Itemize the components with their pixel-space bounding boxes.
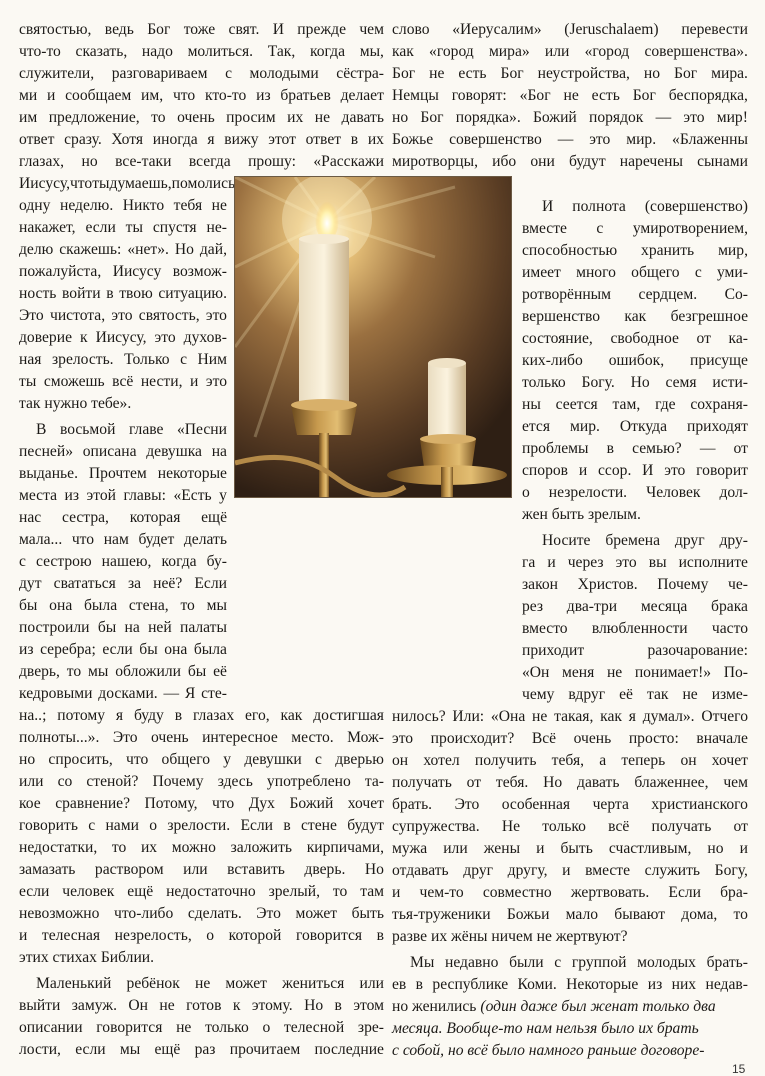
candles-photo: [234, 176, 512, 498]
text-line: святостью, ведь Бог тоже свят. И прежде чем: [19, 21, 384, 38]
text-line: недостатки, то их можно заложить кирпичами,: [19, 839, 384, 856]
text-line: ная зрелость. Только с Ним: [19, 351, 227, 368]
text-line: лости, если мы ещё раз прочитаем последние: [19, 1041, 384, 1058]
text-line: отдавать друг другу, и вместе служить Богу,: [392, 862, 748, 879]
text-line: но спросить, что общего у девушки с дверью: [19, 751, 384, 768]
text-line: Носите бремена друг дру-: [542, 532, 748, 549]
text-line: им предложение, то очень просим их не давать: [19, 109, 384, 126]
text-span: но женились: [392, 998, 477, 1015]
text-line: только Богу. Но семя исти-: [522, 374, 748, 391]
text-line: и чем-то совместно жертвовать. Если бра-: [392, 884, 748, 901]
text-line: состояние, свободное от ка-: [522, 330, 748, 347]
text-line: пожалуйста, Иисусу возмож-: [19, 263, 227, 280]
text-line: слово «Иерусалим» (Jeruschalaem) перевести: [392, 21, 748, 38]
text-line: как «город мира» или «город совершенства».: [392, 43, 748, 60]
text-line: ми и сообщаем им, что кто-то из братьев делает: [19, 87, 384, 104]
text-line: или со стеной? Почему здесь употреблено та-: [19, 773, 384, 790]
text-line: Маленький ребёнок не может жениться или: [36, 975, 384, 992]
text-line: делю скажешь: «нет». Но дай,: [19, 241, 227, 258]
text-line: мала... что нам будет делать: [19, 531, 227, 548]
italic-aside: с собой, но всё было намного раньше договоре-: [392, 1042, 705, 1059]
text-line: о незрелости. Человек дол-: [522, 484, 748, 501]
text-line: ется мир. Откуда приходят: [522, 418, 748, 435]
italic-text-line: [392, 1018, 748, 1039]
text-line: накажет, если ты спустя не-: [19, 219, 227, 236]
text-line: ев в республике Коми. Некоторые из них недав-: [392, 976, 748, 993]
text-line: И полнота (совершенство): [542, 198, 748, 215]
text-line: Это чистота, это святость, это: [19, 307, 227, 324]
candles-illustration: [235, 177, 511, 497]
text-line: В восьмой главе «Песни: [36, 421, 227, 438]
page-number: 15: [732, 1062, 746, 1076]
text-line: замазать раствором или вставить дверь. Но: [19, 861, 384, 878]
text-line: но Бог порядка». Божий порядок — это мир!: [392, 109, 748, 126]
text-line: полноты...». Это очень интересное место. Мож-: [19, 729, 384, 746]
text-line: глазах, но все-таки всегда прошу: «Расскажи: [19, 153, 384, 170]
text-line: выйти замуж. Он не готов к этому. Но в этом: [19, 997, 384, 1014]
text-line: га и через это вы исполните: [522, 554, 748, 571]
text-line: вместо влюбленности часто: [522, 620, 748, 637]
italic-aside: (один даже был женат только два: [480, 998, 716, 1015]
text-line: чему вдруг её так не изме-: [522, 686, 748, 703]
text-line: брать. Это особенная черта христианского: [392, 796, 748, 813]
text-line: супружества. Не только всё получать от: [392, 818, 748, 835]
text-line: дверь, то мы обложили бы её: [19, 663, 227, 680]
text-line: ты сможешь всё нести, и это: [19, 373, 227, 390]
text-line: так нужно тебе».: [19, 395, 132, 412]
text-line: ность войти в твою ситуацию.: [19, 285, 227, 302]
text-line: нилось? Или: «Она не такая, как я думал». Отчего: [392, 708, 748, 725]
text-line: Божье совершенство — это мир. «Блаженны: [392, 131, 748, 148]
text-line: споров и ссор. И это говорит: [522, 462, 748, 479]
text-line: бы она была стена, то мы: [19, 597, 227, 614]
text-line: тья-труженики Божьи мало бывают дома, то: [392, 906, 748, 923]
text-line: дут свататься за неё? Если: [19, 575, 227, 592]
text-line: рез два-три месяца брака: [522, 598, 748, 615]
text-line: закон Христов. Почему че-: [522, 576, 748, 593]
text-line: это происходит? Всё очень просто: вначале: [392, 730, 748, 747]
text-line: песней» описана девушка на: [19, 443, 227, 460]
text-line: получать от тебя. Но давать блаженнее, чем: [392, 774, 748, 791]
text-line: разве их жёны ничем не жертвуют?: [392, 928, 628, 945]
text-line: что-то сказать, надо молиться. Так, когда мы,: [19, 43, 384, 60]
text-line: если человек ещё недостаточно зрелый, то там: [19, 883, 384, 900]
text-line: места из этой главы: «Есть у: [19, 487, 227, 504]
text-line: построили бы на ней палаты: [19, 619, 227, 636]
text-line: Мы недавно были с группой молодых брать-: [410, 954, 748, 971]
text-line: невозможно что-либо сделать. Это может быть: [19, 905, 384, 922]
text-line: и телесная незрелость, о которой говорится в: [19, 927, 384, 944]
text-line: одну неделю. Никто тебя не: [19, 197, 227, 214]
text-line: Бог не есть Бог неустройства, но Бог мира.: [392, 65, 748, 82]
text-line: способностью хранить мир,: [522, 242, 748, 259]
text-line: нас сестра, которая ещё: [19, 509, 227, 526]
italic-aside: месяца. Вообще-то нам нельзя было их брать: [392, 1020, 699, 1037]
text-line: миротворцы, ибо они будут наречены сынами: [392, 153, 748, 170]
text-line: мужа или жены и быть счастливым, но и: [392, 840, 748, 857]
text-line: ответ сразу. Хотя иногда я вижу этот ответ в их: [19, 131, 384, 148]
text-line: говорить с нами о зрелости. Если в стене будут: [19, 817, 384, 834]
text-line: этих стихах Библии.: [19, 949, 155, 966]
text-line: на..; потому я буду в глазах его, как достигшая: [19, 707, 384, 724]
text-line: ротворённым сердцем. Со-: [522, 286, 748, 303]
text-line: вместе с умиротворением,: [522, 220, 748, 237]
text-line: Немцы говорят: «Бог не есть Бог беспорядка,: [392, 87, 748, 104]
text-line: имеет много общего с уми-: [522, 264, 748, 281]
text-line: доверие к Иисусу, это духов-: [19, 329, 227, 346]
text-line: «Он меня не понимает!» По-: [522, 664, 748, 681]
text-line: кое сравнение? Потому, что Дух Божий хочет: [19, 795, 384, 812]
text-line: описании говорится не только о телесной зре-: [19, 1019, 384, 1036]
text-line: Иисусу, что ты думаешь, помолись: [19, 175, 236, 192]
text-line: он хотел получить тебя, а теперь он хочет: [392, 752, 748, 769]
text-line: жен быть зрелым.: [522, 506, 641, 523]
text-line: кедровыми досками. — Я сте-: [19, 685, 227, 702]
text-line: [392, 996, 748, 1017]
text-line: служители, разговариваем с молодыми сёстра-: [19, 65, 384, 82]
text-line: приходит разочарование:: [522, 642, 748, 659]
text-line: ны сеется там, где сохраня-: [522, 396, 748, 413]
italic-text-line: [392, 1040, 748, 1061]
text-line: ких-либо ошибок, присуще: [522, 352, 748, 369]
text-line: выданье. Прочтем некоторые: [19, 465, 227, 482]
text-line: вершенство как безгрешное: [522, 308, 748, 325]
text-line: из серебра; если бы она была: [19, 641, 227, 658]
text-line: с сестрою нашею, когда бу-: [19, 553, 227, 570]
text-line: проблемы в семью? — от: [522, 440, 748, 457]
